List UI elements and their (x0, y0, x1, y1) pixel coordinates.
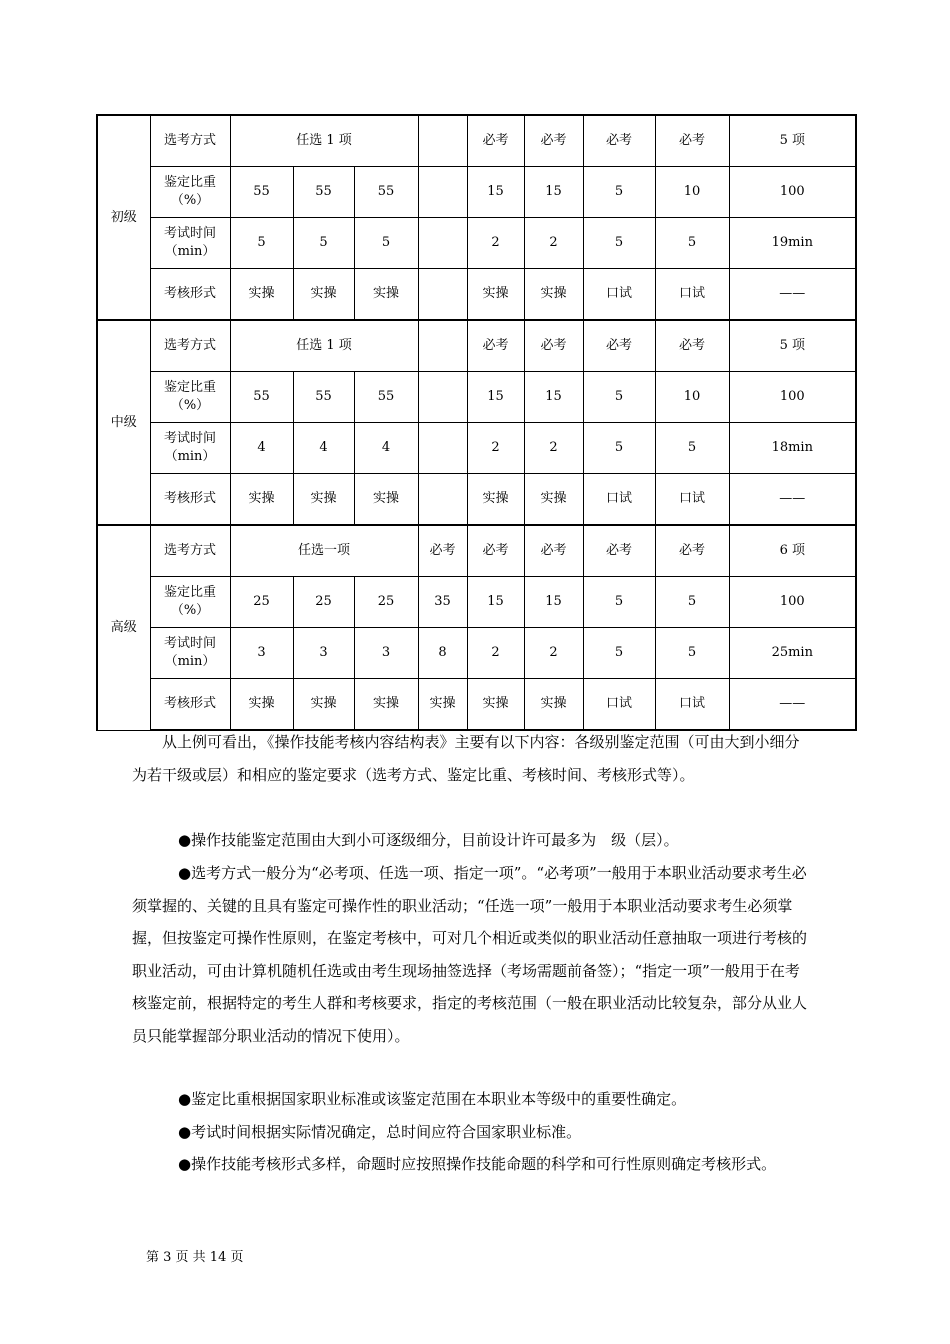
table-cell: 19min (729, 218, 856, 269)
page-footer: 第 3 页 共 14 页 (146, 1250, 244, 1265)
bullet-selection-method: ●选考方式一般分为“必考项、任选一项、指定一项”。“必考项”一般用于本职业活动要求考生必须掌握的、关键的且具有鉴定可操作性的职业活动；“任选一项”一般用于本职业活动要求考生必须掌握，但按鉴定可操作性原则，在鉴定考核中，可对几个相近或类似的职业活动任意抽取一项进行考核的职业活动，可由计算机随机任选或由考生现场抽签选择（考场需题前备签）；“指定一项”一般用于在考核鉴定前，根据特定的考生人群和考核要求，指定的考核范围（一般在职业活动比较复杂，部分从业人员只能掌握部分职业活动的情况下使用）。 (132, 864, 808, 1045)
table-cell: 任选 1 项 (230, 320, 418, 372)
level-name-cell: 初级 (97, 115, 150, 320)
table-row (97, 423, 856, 474)
table-cell: 35 (418, 577, 467, 628)
row-label-cell: 鉴定比重 （%） (150, 577, 230, 628)
table-cell: —— (729, 474, 856, 526)
table-cell: 必考 (418, 525, 467, 577)
table-cell: 2 (524, 423, 583, 474)
table-cell: 口试 (655, 474, 729, 526)
table-cell (418, 269, 467, 321)
table-cell: 55 (230, 167, 293, 218)
table-cell: 15 (467, 577, 524, 628)
table-cell: 实操 (524, 679, 583, 731)
table-row (97, 372, 856, 423)
table-cell: 5 (583, 218, 655, 269)
row-label-cell: 选考方式 (150, 525, 230, 577)
table-cell: 2 (467, 423, 524, 474)
table-row (97, 320, 856, 372)
row-label-cell: 考试时间 （min） (150, 628, 230, 679)
row-label-cell: 考核形式 (150, 474, 230, 526)
table-cell: 15 (467, 372, 524, 423)
table-cell: 5 (583, 372, 655, 423)
table-cell: 55 (354, 372, 418, 423)
table-cell: 4 (230, 423, 293, 474)
table-cell: 实操 (293, 474, 354, 526)
table-cell: 实操 (293, 269, 354, 321)
table-cell: 口试 (655, 679, 729, 731)
table-cell: 2 (524, 628, 583, 679)
table-cell: —— (729, 679, 856, 731)
table-cell: 实操 (230, 474, 293, 526)
table-cell: 55 (354, 167, 418, 218)
table-cell: 实操 (467, 679, 524, 731)
table-cell: 15 (524, 577, 583, 628)
table-cell: 15 (467, 167, 524, 218)
table-cell: 5 (655, 628, 729, 679)
table-cell: 必考 (524, 525, 583, 577)
table-row (97, 115, 856, 167)
table-cell: 4 (354, 423, 418, 474)
table-cell: 实操 (467, 474, 524, 526)
table-cell: 4 (293, 423, 354, 474)
table-cell: 15 (524, 372, 583, 423)
table-cell (418, 423, 467, 474)
table-cell: 5 (583, 577, 655, 628)
table-cell: 100 (729, 372, 856, 423)
table-row (97, 269, 856, 321)
table-cell: 必考 (467, 115, 524, 167)
table-cell: 5 (655, 423, 729, 474)
table-cell: 5 (655, 577, 729, 628)
table-cell: 实操 (230, 679, 293, 731)
table-cell: 5 项 (729, 320, 856, 372)
bullet-format: ●操作技能考核形式多样，命题时应按照操作技能命题的科学和可行性原则确定考核形式。 (178, 1155, 777, 1173)
table-cell: 55 (293, 372, 354, 423)
table-cell: 100 (729, 167, 856, 218)
row-label-cell: 鉴定比重 （%） (150, 372, 230, 423)
level-name-cell: 中级 (97, 320, 150, 525)
table-row (97, 474, 856, 526)
row-label-cell: 选考方式 (150, 115, 230, 167)
table-cell: 口试 (655, 269, 729, 321)
table-cell: 5 (354, 218, 418, 269)
table-cell: 5 (583, 628, 655, 679)
table-cell: 任选 1 项 (230, 115, 418, 167)
table-cell: 100 (729, 577, 856, 628)
table-cell: 25min (729, 628, 856, 679)
table-cell: 实操 (354, 269, 418, 321)
table-cell: 必考 (524, 320, 583, 372)
exam-structure-table (96, 114, 857, 731)
table-cell: 3 (230, 628, 293, 679)
table-cell: 5 (583, 167, 655, 218)
intro-paragraph: 从上例可看出，《操作技能考核内容结构表》主要有以下内容：各级别鉴定范围（可由大到小细分为若干级或层）和相应的鉴定要求（选考方式、鉴定比重、考核时间、考核形式等）。 (132, 733, 800, 784)
table-cell: 必考 (583, 320, 655, 372)
table-cell: 25 (354, 577, 418, 628)
table-cell: 5 项 (729, 115, 856, 167)
table-cell (418, 218, 467, 269)
table-cell: 55 (293, 167, 354, 218)
table-cell: 实操 (354, 474, 418, 526)
table-cell: 实操 (467, 269, 524, 321)
table-cell: 55 (230, 372, 293, 423)
table-cell: 8 (418, 628, 467, 679)
table-cell: 必考 (583, 115, 655, 167)
table-cell: 3 (354, 628, 418, 679)
table-cell: 25 (230, 577, 293, 628)
table-row (97, 628, 856, 679)
table-row (97, 679, 856, 731)
bullet-scope: ●操作技能鉴定范围由大到小可逐级细分，目前设计许可最多为 级（层）。 (178, 831, 679, 849)
table-cell: 5 (583, 423, 655, 474)
table-cell: 实操 (354, 679, 418, 731)
table-cell: 实操 (293, 679, 354, 731)
table-cell: 实操 (524, 474, 583, 526)
table-cell (418, 320, 467, 372)
table-cell: —— (729, 269, 856, 321)
table-cell (418, 372, 467, 423)
table-cell: 任选一项 (230, 525, 418, 577)
table-cell: 必考 (583, 525, 655, 577)
row-label-cell: 考试时间 （min） (150, 423, 230, 474)
table-cell: 口试 (583, 679, 655, 731)
table-cell: 必考 (655, 115, 729, 167)
row-label-cell: 鉴定比重 （%） (150, 167, 230, 218)
table-cell: 2 (524, 218, 583, 269)
table-cell: 2 (467, 218, 524, 269)
table-cell: 5 (230, 218, 293, 269)
table-row (97, 167, 856, 218)
table-cell: 实操 (524, 269, 583, 321)
table-cell: 实操 (418, 679, 467, 731)
table-cell: 必考 (655, 525, 729, 577)
table-cell (418, 474, 467, 526)
table-cell (418, 167, 467, 218)
table-cell: 5 (293, 218, 354, 269)
table-cell: 口试 (583, 269, 655, 321)
level-name-cell: 高级 (97, 525, 150, 730)
table-cell: 15 (524, 167, 583, 218)
row-label-cell: 选考方式 (150, 320, 230, 372)
row-label-cell: 考核形式 (150, 679, 230, 731)
table-row (97, 577, 856, 628)
table-row (97, 218, 856, 269)
table-cell: 5 (655, 218, 729, 269)
table-row (97, 525, 856, 577)
table-cell (418, 115, 467, 167)
table-cell: 10 (655, 167, 729, 218)
table-cell: 2 (467, 628, 524, 679)
table-cell: 必考 (467, 525, 524, 577)
table-cell: 6 项 (729, 525, 856, 577)
table-cell: 3 (293, 628, 354, 679)
row-label-cell: 考核形式 (150, 269, 230, 321)
table-cell: 必考 (655, 320, 729, 372)
table-cell: 10 (655, 372, 729, 423)
bullet-time: ●考试时间根据实际情况确定，总时间应符合国家职业标准。 (178, 1123, 582, 1141)
table-cell: 实操 (230, 269, 293, 321)
table-cell: 必考 (524, 115, 583, 167)
bullet-weight: ●鉴定比重根据国家职业标准或该鉴定范围在本职业本等级中的重要性确定。 (178, 1090, 687, 1108)
table-cell: 必考 (467, 320, 524, 372)
table-cell: 口试 (583, 474, 655, 526)
table-cell: 25 (293, 577, 354, 628)
row-label-cell: 考试时间 （min） (150, 218, 230, 269)
table-cell: 18min (729, 423, 856, 474)
